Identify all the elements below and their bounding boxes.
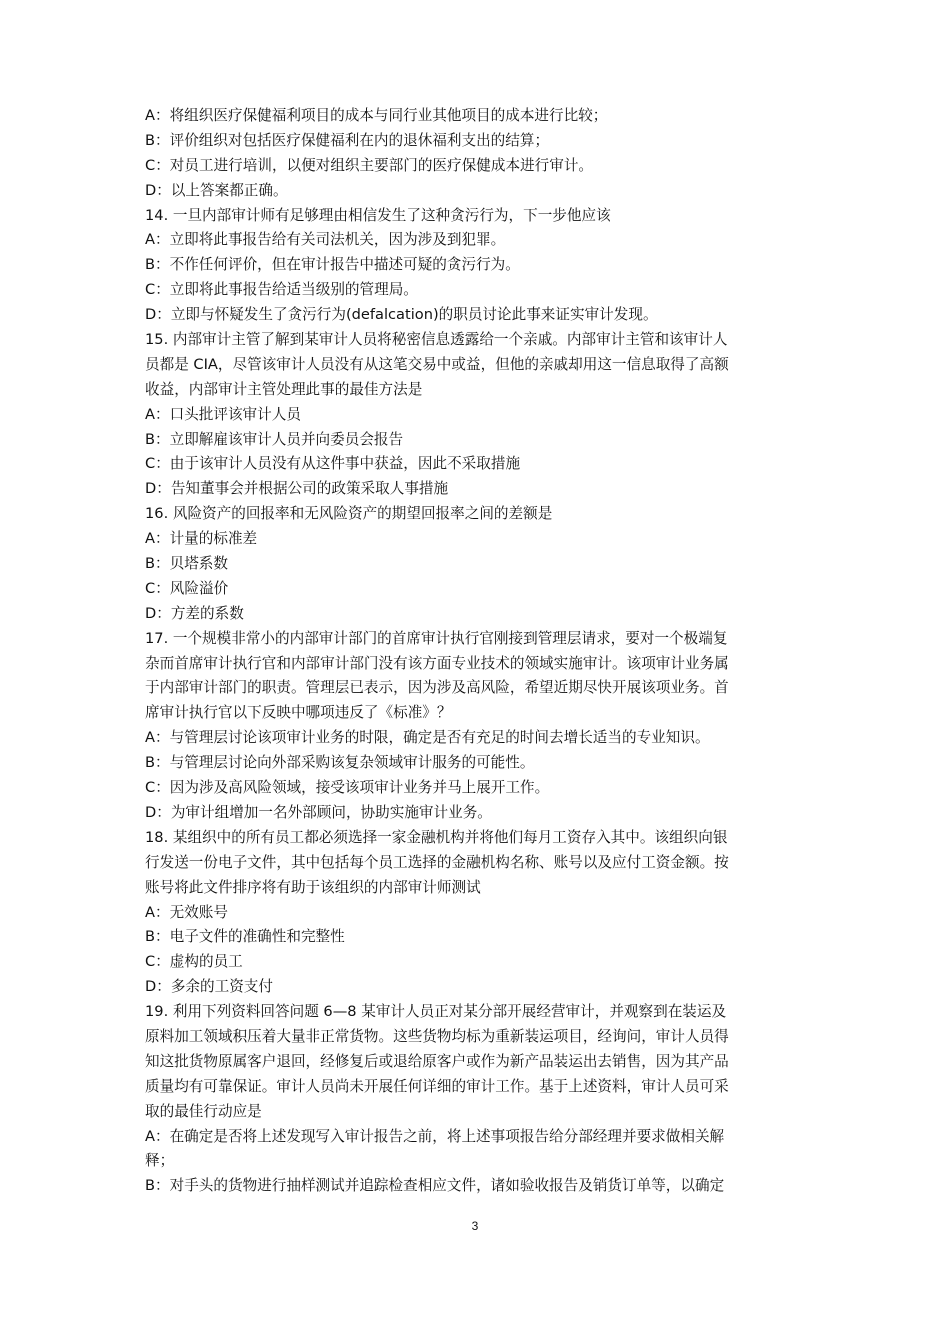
text-line: C：因为涉及高风险领域，接受该项审计业务并马上展开工作。 [145,779,550,797]
text-line: 16. 风险资产的回报率和无风险资产的期望回报率之间的差额是 [145,505,553,523]
text-line: B：电子文件的准确性和完整性 [145,928,345,946]
text-line: A：在确定是否将上述发现写入审计报告之前，将上述事项报告给分部经理并要求做相关解 [145,1127,725,1145]
text-line: A：口头批评该审计人员 [145,405,301,423]
text-line: B：对手头的货物进行抽样测试并追踪检查相应文件，诸如验收报告及销货订单等，以确定 [145,1177,725,1195]
text-line: 18. 某组织中的所有员工都必须选择一家金融机构并将他们每月工资存入其中。该组织向银 [145,828,728,846]
text-line: 杂而首席审计执行官和内部审计部门没有该方面专业技术的领域实施审计。该项审计业务属 [145,654,729,672]
text-line: C：虚构的员工 [145,953,243,971]
text-line: D：告知董事会并根据公司的政策采取人事措施 [145,480,449,498]
text-line: B：与管理层讨论向外部采购该复杂领域审计服务的可能性。 [145,754,535,772]
text-line: D：立即与怀疑发生了贪污行为(defalcation)的职员讨论此事来证实审计发现。 [145,306,658,324]
text-line: D：以上答案都正确。 [145,181,288,199]
text-line: A：将组织医疗保健福利项目的成本与同行业其他项目的成本进行比较； [145,107,608,124]
text-line: B：不作任何评价，但在审计报告中描述可疑的贪污行为。 [145,256,520,274]
text-line: 19. 利用下列资料回答问题 6—8 某审计人员正对某分部开展经营审计，并观察到在装运及 [145,1003,727,1021]
text-line: 于内部审计部门的职责。管理层已表示，因为涉及高风险，希望近期尽快开展该项业务。首 [145,679,729,697]
text-line: 质量均有可靠保证。审计人员尚未开展任何详细的审计工作。基于上述资料，审计人员可采 [145,1077,729,1095]
text-line: 14. 一旦内部审计师有足够理由相信发生了这种贪污行为，下一步他应该 [145,206,611,224]
text-line: 账号将此文件排序将有助于该组织的内部审计师测试 [145,878,481,896]
text-line: A：立即将此事报告给有关司法机关，因为涉及到犯罪。 [145,231,506,249]
text-line: B：立即解雇该审计人员并向委员会报告 [145,430,404,448]
text-line: C：立即将此事报告给适当级别的管理局。 [145,281,418,299]
text-line: A：与管理层讨论该项审计业务的时限，确定是否有充足的时间去增长适当的专业知识。 [145,729,710,747]
text-line: C：风险溢价 [145,579,229,597]
page-number: 3 [471,1219,479,1233]
page-body [145,104,813,1199]
text-line: C：由于该审计人员没有从这件事中获益，因此不采取措施 [145,455,521,473]
text-line: D：方差的系数 [145,604,244,622]
text-line: B：评价组织对包括医疗保健福利在内的退休福利支出的结算； [145,131,550,149]
text-line: 收益，内部审计主管处理此事的最佳方法是 [145,380,423,398]
text-line: A：无效账号 [145,903,228,921]
text-line: A：计量的标准差 [145,530,258,548]
text-line: 释； [145,1152,175,1170]
text-line: 17. 一个规模非常小的内部审计部门的首席审计执行官刚接到管理层请求，要对一个极端复 [145,629,728,647]
text-line: 知这批货物原属客户退回，经修复后或退给原客户或作为新产品装运出去销售，因为其产品 [145,1052,729,1070]
text-line: 原料加工领域积压着大量非正常货物。这些货物均标为重新装运项目，经询问，审计人员得 [145,1027,729,1045]
text-line: 员都是 CIA，尽管该审计人员没有从这笔交易中或益，但他的亲戚却用这一信息取得了高额 [145,355,729,373]
text-line: 行发送一份电子文件，其中包括每个员工选择的金融机构名称、账号以及应付工资金额。按 [145,853,729,871]
text-line: 取的最佳行动应是 [145,1102,262,1120]
text-line: D：多余的工资支付 [145,978,273,996]
text-line: 席审计执行官以下反映中哪项违反了《标准》？ [145,704,452,722]
text-line: B：贝塔系数 [145,555,228,573]
text-line: D：为审计组增加一名外部顾问，协助实施审计业务。 [145,803,492,821]
text-line: 15. 内部审计主管了解到某审计人员将秘密信息透露给一个亲戚。内部审计主管和该审计人 [145,331,728,349]
text-line: C：对员工进行培训，以便对组织主要部门的医疗保健成本进行审计。 [145,156,594,174]
